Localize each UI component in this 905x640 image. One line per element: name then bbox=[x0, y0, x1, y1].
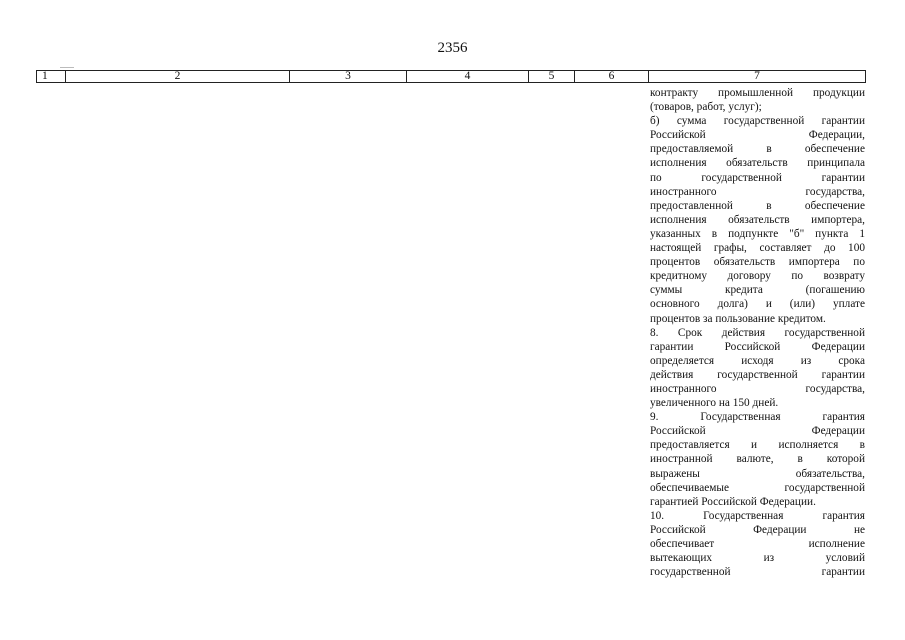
scan-artifact-line bbox=[60, 67, 74, 68]
table-header-row bbox=[36, 70, 866, 83]
text-line: обеспечивает исполнение bbox=[650, 538, 865, 550]
text-line: процентов за пользование кредитом. bbox=[650, 312, 826, 325]
text-line: 10. Государственная гарантия bbox=[650, 509, 865, 522]
text-line: основного долга) и (или) уплате bbox=[650, 298, 865, 311]
text-line: предоставленной в обеспечение bbox=[650, 199, 865, 212]
column-number-5: 5 bbox=[529, 71, 575, 82]
page-number: 2356 bbox=[437, 40, 468, 56]
text-line: суммы кредита (погашению bbox=[650, 284, 865, 297]
text-line: по государственной гарантии bbox=[650, 171, 865, 184]
column-number-1: 1 bbox=[37, 71, 66, 82]
text-line: обеспечиваемые государственной bbox=[650, 481, 865, 494]
text-line: иностранной валюте, в которой bbox=[650, 453, 865, 466]
text-line: действия государственной гарантии bbox=[650, 368, 865, 381]
column-number-4: 4 bbox=[407, 71, 529, 82]
text-line: государственной гарантии bbox=[650, 566, 865, 579]
text-line: гарантии Российской Федерации bbox=[650, 340, 865, 353]
text-line: контракту промышленной продукции bbox=[650, 87, 865, 99]
text-line: процентов обязательств импортера по bbox=[650, 256, 865, 269]
column-number-6: 6 bbox=[575, 71, 649, 82]
text-line: увеличенного на 150 дней. bbox=[650, 397, 779, 410]
text-line: 8. Срок действия государственной bbox=[650, 326, 865, 339]
text-line: кредитному договору по возврату bbox=[650, 270, 865, 283]
text-line: иностранного государства, bbox=[650, 185, 865, 198]
text-line: предоставляется и исполняется в bbox=[650, 439, 865, 452]
text-line: вытекающих из условий bbox=[650, 552, 865, 565]
text-line: предоставляемой в обеспечение bbox=[650, 143, 865, 156]
text-line: выражены обязательства, bbox=[650, 467, 865, 480]
column-number-7: 7 bbox=[754, 70, 760, 82]
text-line: Российской Федерации bbox=[650, 425, 865, 438]
text-line: б) сумма государственной гарантии bbox=[650, 115, 865, 128]
column-number-3: 3 bbox=[290, 71, 407, 82]
text-line: Российской Федерации не bbox=[650, 523, 865, 536]
text-line: (товаров, работ, услуг); bbox=[650, 101, 762, 114]
text-line: иностранного государства, bbox=[650, 382, 865, 395]
text-line: Российской Федерации, bbox=[650, 129, 865, 142]
column-number-2: 2 bbox=[66, 71, 290, 82]
text-line: 9. Государственная гарантия bbox=[650, 411, 865, 424]
text-line: гарантией Российской Федерации. bbox=[650, 495, 816, 508]
text-line: указанных в подпункте "б" пункта 1 bbox=[650, 227, 865, 240]
column-7-text bbox=[650, 86, 865, 579]
text-line: настоящей графы, составляет до 100 bbox=[650, 242, 865, 255]
text-line: определяется исходя из срока bbox=[650, 354, 865, 367]
text-line: исполнения обязательств импортера, bbox=[650, 213, 865, 226]
text-line: исполнения обязательств принципала bbox=[650, 157, 865, 170]
